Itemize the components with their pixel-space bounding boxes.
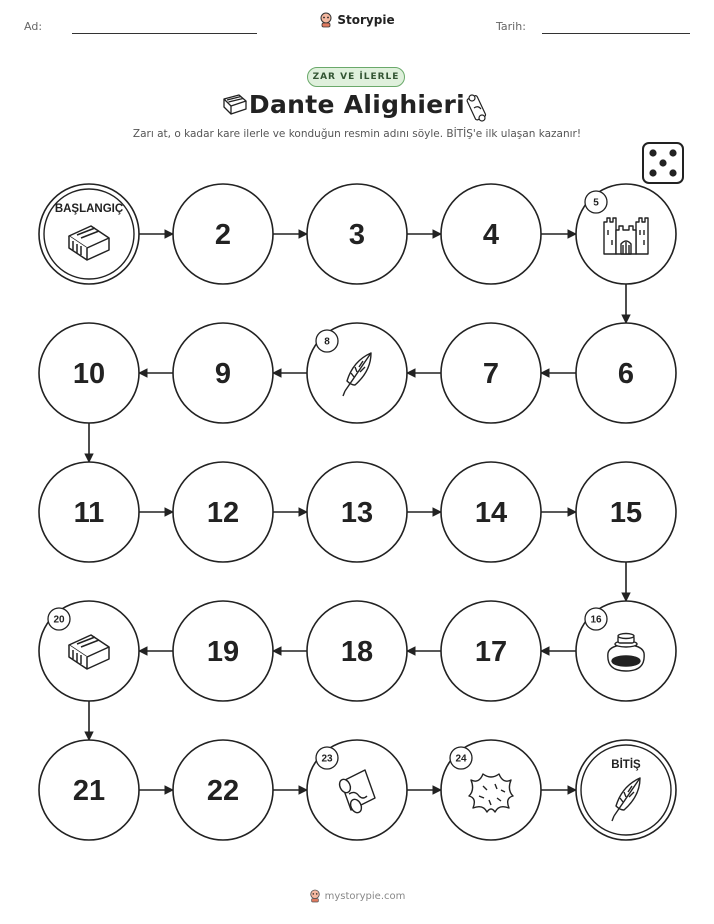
board-cell bbox=[576, 323, 676, 423]
board-cell bbox=[39, 323, 139, 423]
footer bbox=[0, 889, 714, 903]
board-cell bbox=[173, 740, 273, 840]
board-cell bbox=[441, 323, 541, 423]
cell-number: 20 bbox=[53, 614, 65, 626]
cell-number: 4 bbox=[482, 219, 500, 251]
page-title: Dante Alighieri bbox=[248, 90, 466, 119]
board-cell bbox=[39, 462, 139, 562]
board-cell bbox=[173, 323, 273, 423]
cell-number: 11 bbox=[73, 497, 105, 529]
cell-number: 10 bbox=[72, 358, 106, 390]
dice-pip bbox=[669, 149, 676, 156]
board-cell bbox=[441, 601, 541, 701]
board-cell bbox=[576, 601, 676, 701]
board-cell bbox=[576, 184, 676, 284]
board-cell bbox=[39, 740, 139, 840]
board-cell bbox=[307, 323, 407, 423]
cell-number: 17 bbox=[474, 636, 508, 668]
cell-number: 12 bbox=[206, 497, 240, 529]
dice-pip bbox=[649, 169, 656, 176]
board-cell bbox=[441, 184, 541, 284]
footer-site[interactable]: mystorypie.com bbox=[324, 890, 406, 902]
cell-number: 6 bbox=[617, 358, 635, 390]
board-cells bbox=[39, 184, 676, 840]
cell-number: 23 bbox=[321, 753, 333, 765]
date-label: Tarih: bbox=[496, 20, 526, 33]
board-cell bbox=[173, 184, 273, 284]
dice-pip bbox=[649, 149, 656, 156]
dice-pip bbox=[669, 169, 676, 176]
cell-number: 9 bbox=[214, 358, 232, 390]
brand-name: Storypie bbox=[337, 13, 395, 27]
instructions-text: Zarı at, o kadar kare ilerle ve konduğun resmin adını söyle. BİTİŞ'e ilk ulaşan kazanır! bbox=[132, 128, 582, 140]
cell-number: 24 bbox=[455, 753, 467, 765]
cell-number: 2 bbox=[214, 219, 232, 251]
cell-number: 13 bbox=[340, 497, 374, 529]
cell-number: 21 bbox=[72, 775, 106, 807]
footer-mascot-icon bbox=[309, 889, 321, 903]
cell-number: 3 bbox=[348, 219, 366, 251]
board-cell bbox=[307, 740, 407, 840]
board-cell bbox=[173, 601, 273, 701]
board-cell bbox=[39, 184, 139, 284]
board-cell bbox=[307, 184, 407, 284]
cell-number: 18 bbox=[340, 636, 374, 668]
dice-pip bbox=[659, 159, 666, 166]
cell-number: 15 bbox=[609, 497, 643, 529]
cell-number: 22 bbox=[206, 775, 240, 807]
start-label: BAŞLANGIÇ bbox=[54, 203, 124, 215]
board-cell bbox=[307, 601, 407, 701]
board-cell bbox=[576, 462, 676, 562]
cell-number: 7 bbox=[482, 358, 500, 390]
board-cell bbox=[173, 462, 273, 562]
board-cell bbox=[576, 740, 676, 840]
board-cell bbox=[441, 462, 541, 562]
board-cell bbox=[441, 740, 541, 840]
game-type-badge: ZAR VE İLERLE bbox=[307, 67, 405, 87]
cell-number: 5 bbox=[593, 197, 599, 209]
cell-number: 19 bbox=[206, 636, 240, 668]
name-label: Ad: bbox=[24, 20, 43, 33]
cell-number: 14 bbox=[474, 497, 508, 529]
board-cell bbox=[39, 601, 139, 701]
cell-number: 8 bbox=[324, 336, 330, 348]
board-cell bbox=[307, 462, 407, 562]
cell-number: 16 bbox=[590, 614, 602, 626]
finish-label: BİTİŞ bbox=[611, 759, 641, 771]
dice-icon bbox=[643, 143, 683, 183]
